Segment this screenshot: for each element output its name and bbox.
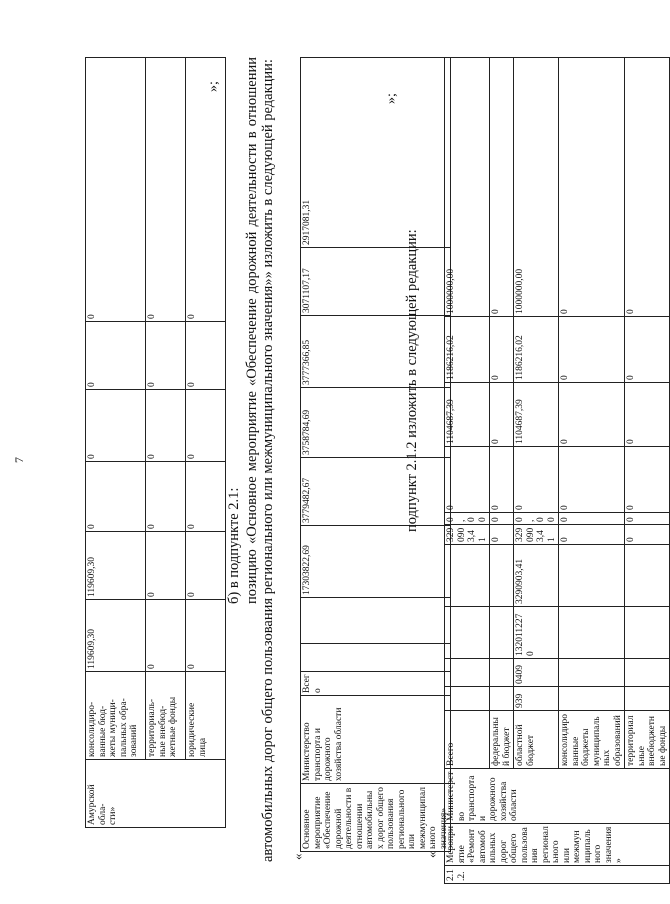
sub-value: 3290903,41 xyxy=(445,525,490,545)
sub-value: 0 xyxy=(625,317,670,383)
sub-value: 0 xyxy=(490,383,514,447)
sub-value: 0 xyxy=(625,525,670,545)
activity-value-2: 3779482,67 xyxy=(301,458,451,526)
quote-open-2: « xyxy=(424,851,439,858)
sub-value: 1104687,39 xyxy=(445,383,490,447)
table1-cell: 0 xyxy=(146,600,186,672)
sub-total: 3290903,41 xyxy=(514,545,559,607)
sub-value: 0 xyxy=(490,317,514,383)
table1-cell: 0 xyxy=(86,390,146,462)
table1-cell: 0 xyxy=(146,322,186,390)
table1-cell: 0 xyxy=(186,600,226,672)
table1-cell: Амурской обла- сти» xyxy=(86,760,146,828)
sub-value: 0 xyxy=(490,58,514,317)
sub-source: областной бюджет xyxy=(514,711,559,769)
sub-num: 2.1.2. xyxy=(445,866,670,884)
sub-kbk xyxy=(625,659,670,687)
activity-name: Основное мероприятие «Обеспечение дорожной деятельности в отношении автомобильных дорог общего пользования регионального или межмуниципального значения» xyxy=(301,784,451,852)
sub-kbk xyxy=(445,607,490,659)
table1-cell: территориаль- ные внебюд- жетные фонды xyxy=(146,672,186,760)
paragraph-b: б) в подпункте 2.1: xyxy=(226,487,242,604)
sub-total xyxy=(445,545,490,607)
table1-cell: 119609,30 xyxy=(86,532,146,600)
sub-value: 0 xyxy=(625,58,670,317)
activity-value-6: 2917081,31 xyxy=(301,58,451,248)
table-main-activity xyxy=(300,57,451,852)
sub-value: 0 xyxy=(625,513,670,525)
table1-cell: 0 xyxy=(146,390,186,462)
table-row xyxy=(514,58,559,884)
activity-value-3: 3758784,69 xyxy=(301,388,451,458)
table-row xyxy=(559,58,625,884)
activity-ministry: Министерство транспорта и дорожного хозяйства области xyxy=(301,696,451,784)
sub-kbk xyxy=(559,687,625,711)
sub-value: 1104687,39 xyxy=(514,383,559,447)
sub-kbk xyxy=(559,659,625,687)
sub-value: 0,00 xyxy=(445,513,490,525)
table1-cell: 119609,30 xyxy=(86,600,146,672)
sub-value: 0 xyxy=(445,447,490,513)
table-continuation xyxy=(85,57,226,828)
sub-value: 3290903,41 xyxy=(514,525,559,545)
sub-value: 0 xyxy=(514,447,559,513)
table-row xyxy=(146,58,186,828)
table-row xyxy=(490,58,514,884)
sub-value: 0,00 xyxy=(514,513,559,525)
paragraph-subpoint: подпункт 2.1.2 изложить в следующей редакции: xyxy=(404,229,420,532)
sub-value: 0 xyxy=(625,383,670,447)
sub-kbk xyxy=(625,687,670,711)
table1-cell: 0 xyxy=(186,390,226,462)
sub-kbk xyxy=(559,607,625,659)
table1-cell: 0 xyxy=(186,462,226,532)
table1-cell: консолидиро- ванные бюд- жеты муници- пальных обра- зований xyxy=(86,672,146,760)
activity-value-5: 3071107,17 xyxy=(301,248,451,316)
sub-value: 1000000,00 xyxy=(514,58,559,317)
sub-kbk xyxy=(445,687,490,711)
sub-value: 0 xyxy=(559,513,625,525)
table-row xyxy=(186,58,226,828)
activity-source: Всего xyxy=(301,672,451,696)
sub-value: 0 xyxy=(559,58,625,317)
paragraph-position: позицию «Основное мероприятие «Обеспечение дорожной деятельности в отношении автомобильных дорог общего пользования регионального или межмуниципального значения»» изложить в следующей редакции: xyxy=(244,57,276,862)
activity-kbk-2 xyxy=(301,598,451,644)
sub-kbk xyxy=(445,659,490,687)
table-row xyxy=(445,58,490,884)
table-subpoint-212 xyxy=(444,57,670,884)
sub-value: 1186216,02 xyxy=(514,317,559,383)
table1-cell: 0 xyxy=(146,532,186,600)
sub-kbk xyxy=(490,607,514,659)
sub-source: федеральный бюджет xyxy=(490,711,514,769)
table-row xyxy=(625,58,670,884)
sub-source: консолидированные бюджеты муниципальных образований xyxy=(559,711,625,769)
table1-cell: 0 xyxy=(86,322,146,390)
quote-open-1: « xyxy=(290,853,305,860)
activity-value-4: 3777366,85 xyxy=(301,316,451,388)
table1-cell xyxy=(146,760,186,828)
sub-value: 0 xyxy=(490,513,514,525)
activity-value-1: 17303822,69 xyxy=(301,526,451,598)
table1-cell xyxy=(186,760,226,828)
sub-total xyxy=(625,545,670,607)
sub-source: территориальные внебюджетные фонды xyxy=(625,711,670,769)
sub-kbk: 939 xyxy=(514,687,559,711)
sub-value: 0 xyxy=(625,447,670,513)
sub-total xyxy=(559,545,625,607)
table1-closing: »; xyxy=(206,81,221,92)
sub-value: 0 xyxy=(559,447,625,513)
sub-value: 0 xyxy=(559,525,625,545)
sub-ministry: Министерство транспорта и дорожного хозяйства области xyxy=(445,769,670,824)
table-row xyxy=(86,58,146,828)
table1-cell: юридические лица xyxy=(186,672,226,760)
sub-value: 0 xyxy=(490,447,514,513)
sub-value: 0 xyxy=(559,317,625,383)
sub-kbk xyxy=(490,659,514,687)
table1-cell: 0 xyxy=(186,532,226,600)
sub-source: Всего xyxy=(445,711,490,769)
sub-value: 1000000,00 xyxy=(445,58,490,317)
sub-value: 0 xyxy=(559,383,625,447)
page-number: 7 xyxy=(12,457,26,463)
table1-cell: 0 xyxy=(146,58,186,322)
sub-kbk: 0409 xyxy=(514,659,559,687)
table1-cell: 0 xyxy=(146,462,186,532)
sub-name: Мероприятие «Ремонт автомобильных дорог общего пользования регионального или межмуниципального значения» xyxy=(445,824,670,866)
sub-value: 0 xyxy=(490,525,514,545)
sub-total xyxy=(490,545,514,607)
sub-kbk: 1320112270 xyxy=(514,607,559,659)
table1-cell: 0 xyxy=(186,58,226,322)
sub-kbk xyxy=(490,687,514,711)
sub-kbk xyxy=(625,607,670,659)
activity-kbk-1 xyxy=(301,644,451,672)
sub-value: 1186216,02 xyxy=(445,317,490,383)
table2-closing: »; xyxy=(384,93,399,104)
table1-cell: 0 xyxy=(86,462,146,532)
table1-cell: 0 xyxy=(186,322,226,390)
table1-cell: 0 xyxy=(86,58,146,322)
